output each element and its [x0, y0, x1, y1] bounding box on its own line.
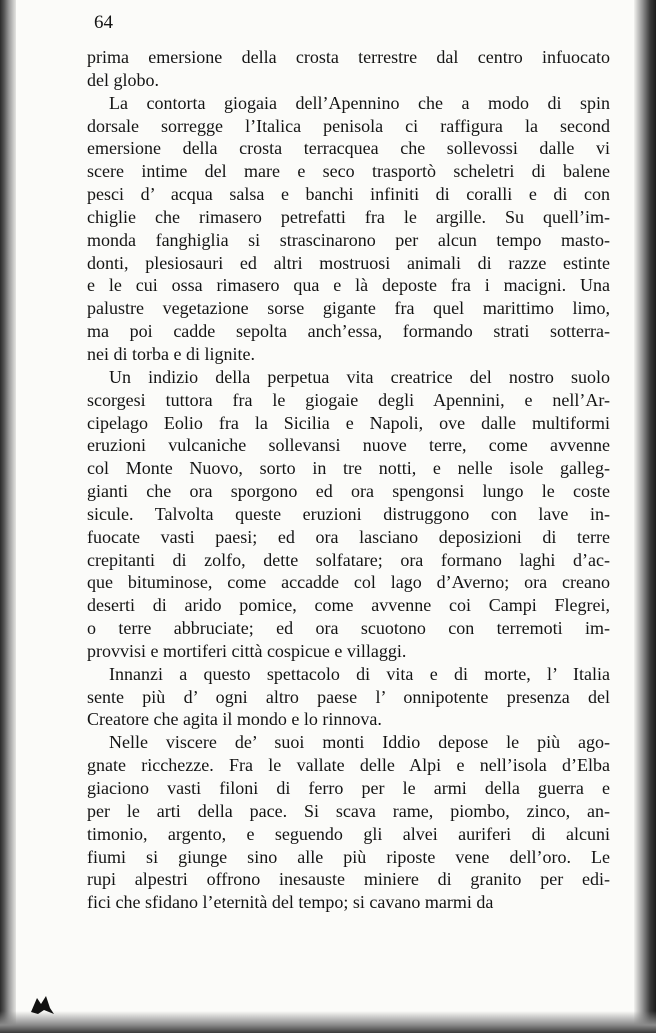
ink-mark-icon [28, 990, 56, 1018]
text-line: chiglie che rimasero petrefatti fra le argille. Su quell’im- [87, 206, 610, 227]
text-line: Innanzi a questo spettacolo di vita e di morte, l’ Italia [109, 663, 610, 684]
text-line: giaciono vasti filoni di ferro per le armi della guerra e [87, 778, 610, 798]
text-line: pesci d’ acqua salsa e banchi infiniti di coralli e di con [87, 184, 610, 205]
text-line: Un indizio della perpetua vita creatrice del nostro suolo [109, 366, 610, 387]
paragraph [87, 663, 610, 732]
text-line: gianti che ora sporgono ed ora spengonsi lungo le coste [87, 481, 610, 502]
text-line: Nelle viscere de’ suoi monti Iddio depose le più ago- [109, 732, 610, 753]
text-line: deserti di arido pomice, come avvenne coi Campi Flegrei, [87, 595, 610, 616]
text-line: provvisi e mortiferi città cospicue e villaggi. [87, 640, 407, 661]
text-line: crepitanti di zolfo, dette solfatare; ora formano laghi d’ac- [87, 549, 610, 570]
paragraph [87, 92, 610, 366]
text-line: monda fanghiglia si strascinarono per alcun tempo masto- [87, 229, 610, 250]
text-line: sente più d’ ogni altro paese l’ onnipotente presenza del [87, 686, 610, 707]
text-line: nei di torba e di lignite. [87, 343, 255, 364]
text-line: La contorta giogaia dell’Apennino che a modo di spin [109, 92, 610, 113]
text-line: scorgesi tuttora fra le giogaie degli Apennini, e nell’Ar- [87, 389, 610, 410]
text-line: e le cui ossa rimasero qua e là deposte fra i macigni. Una [87, 275, 610, 296]
text-line: fiumi si giunge sino alle più riposte vene dell’oro. Le [87, 846, 610, 867]
text-line: scere intime del mare e seco trasportò scheletri di balene [87, 161, 610, 182]
text-line: ma poi cadde sepolta anch’essa, formando strati sotterra- [87, 321, 610, 342]
page-number: 64 [94, 12, 113, 33]
text-line: gnate ricchezze. Fra le vallate delle Alpi e nell’isola d’Elba [87, 755, 610, 776]
text-line: cipelago Eolio fra la Sicilia e Napoli, ove dalle multiformi [87, 412, 610, 433]
text-line: sicule. Talvolta queste eruzioni distruggono con lave in- [87, 503, 610, 524]
paragraph [87, 731, 610, 914]
page-edge-bottom [0, 1011, 656, 1033]
text-line: prima emersione della crosta terrestre dal centro infuocato [87, 47, 610, 67]
body-text [87, 46, 610, 914]
text-line: que bituminose, come accadde col lago d’Averno; ora creano [87, 572, 610, 593]
text-line: donti, plesiosauri ed altri mostruosi animali di razze estinte [87, 252, 610, 273]
text-line: palustre vegetazione sorse gigante fra quel marittimo limo, [87, 298, 610, 319]
text-line: Creatore che agita il mondo e lo rinnova. [87, 709, 382, 730]
text-line: per le arti della pace. Si scava rame, piombo, zinco, an- [87, 800, 610, 821]
paragraph [87, 366, 610, 663]
binding-shadow-left [0, 0, 16, 1033]
text-line: eruzioni vulcaniche sollevansi nuove terre, come avvenne [87, 435, 610, 456]
text-line: del globo. [87, 69, 159, 90]
text-line: emersione della crosta terracquea che sollevossi dalle vi [87, 138, 610, 159]
text-line: timonio, argento, e seguendo gli alvei auriferi di alcuni [87, 823, 610, 844]
text-line: col Monte Nuovo, sorto in tre notti, e nelle isole galleg- [87, 458, 610, 479]
text-line: rupi alpestri offrono inesauste miniere di granito per edi- [87, 869, 610, 890]
text-line: fuocate vasti paesi; ed ora lasciano deposizioni di terre [87, 526, 610, 547]
text-line: fici che sfidano l’eternità del tempo; si cavano marmi da [87, 892, 494, 913]
binding-shadow-right [634, 0, 656, 1033]
paragraph [87, 46, 610, 92]
text-line: o terre abbruciate; ed ora scuotono con terremoti im- [87, 618, 610, 639]
text-line: dorsale sorregge l’Italica penisola ci raffigura la second [87, 115, 610, 136]
